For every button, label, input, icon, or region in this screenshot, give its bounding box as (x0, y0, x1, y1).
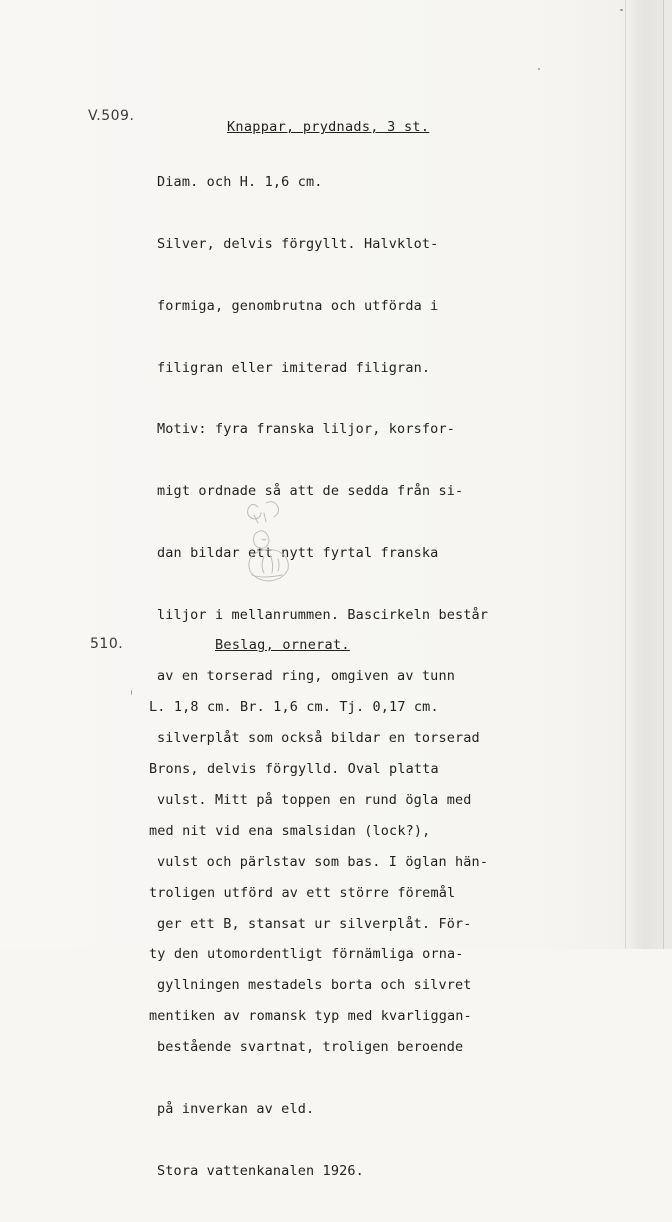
text-line: Diam. och H. 1,6 cm. (157, 174, 323, 191)
text-line: Stora vattenkanalen 1926. (157, 1162, 364, 1179)
scan-speck (131, 690, 132, 695)
page-edge-shadow (625, 0, 672, 949)
entry-text-510 (149, 656, 472, 1068)
text-line: silverplåt som också bildar en torserad (157, 730, 480, 747)
text-line: migt ordnade så att de sedda från si- (157, 483, 464, 500)
text-line: gyllningen mestadels borta och silvret (157, 977, 472, 994)
text-line: Silver, delvis förgyllt. Halvklot- (157, 235, 439, 252)
text-line: dan bildar ett nytt fyrtal franska (157, 544, 439, 561)
pencil-sketch-icon (236, 495, 306, 590)
text-line: troligen utförd av ett större föremål (149, 884, 456, 901)
text-line: formiga, genombrutna och utförda i (157, 297, 439, 314)
entry-number-510: 510. (90, 636, 124, 652)
text-line: filigran eller imiterad filigran. (157, 359, 431, 376)
text-line: ger ett B, stansat ur silverplåt. För- (157, 915, 472, 932)
scan-speck (620, 9, 623, 11)
text-line: vulst. Mitt på toppen en rund ögla med (157, 792, 472, 808)
text-line: vulst och pärlstav som bas. I öglan hän- (157, 853, 489, 870)
text-line: L. 1,8 cm. Br. 1,6 cm. Tj. 0,17 cm. (149, 699, 439, 716)
text-line: Motiv: fyra franska liljor, korsfor- (157, 421, 455, 438)
text-line: med nit vid ena smalsidan (lock?), (149, 822, 431, 839)
entry-number-509: V.509. (88, 108, 135, 124)
text-line: Brons, delvis förgylld. Oval platta (149, 760, 439, 777)
text-line: bestående svartnat, troligen beroende (157, 1039, 464, 1056)
text-line: liljor i mellanrummen. Bascirkeln består (157, 606, 489, 623)
scan-speck (538, 68, 540, 70)
text-line: av en torserad ring, omgiven av tunn (157, 668, 455, 685)
text-line: ty den utomordentligt förnämliga orna- (149, 946, 464, 963)
text-line: på inverkan av eld. (157, 1100, 315, 1117)
entry-title-510: Beslag, ornerat. (215, 637, 350, 653)
entry-title-509: Knappar, prydnads, 3 st. (227, 119, 430, 135)
text-line: mentiken av romansk typ med kvarliggan- (149, 1008, 472, 1025)
